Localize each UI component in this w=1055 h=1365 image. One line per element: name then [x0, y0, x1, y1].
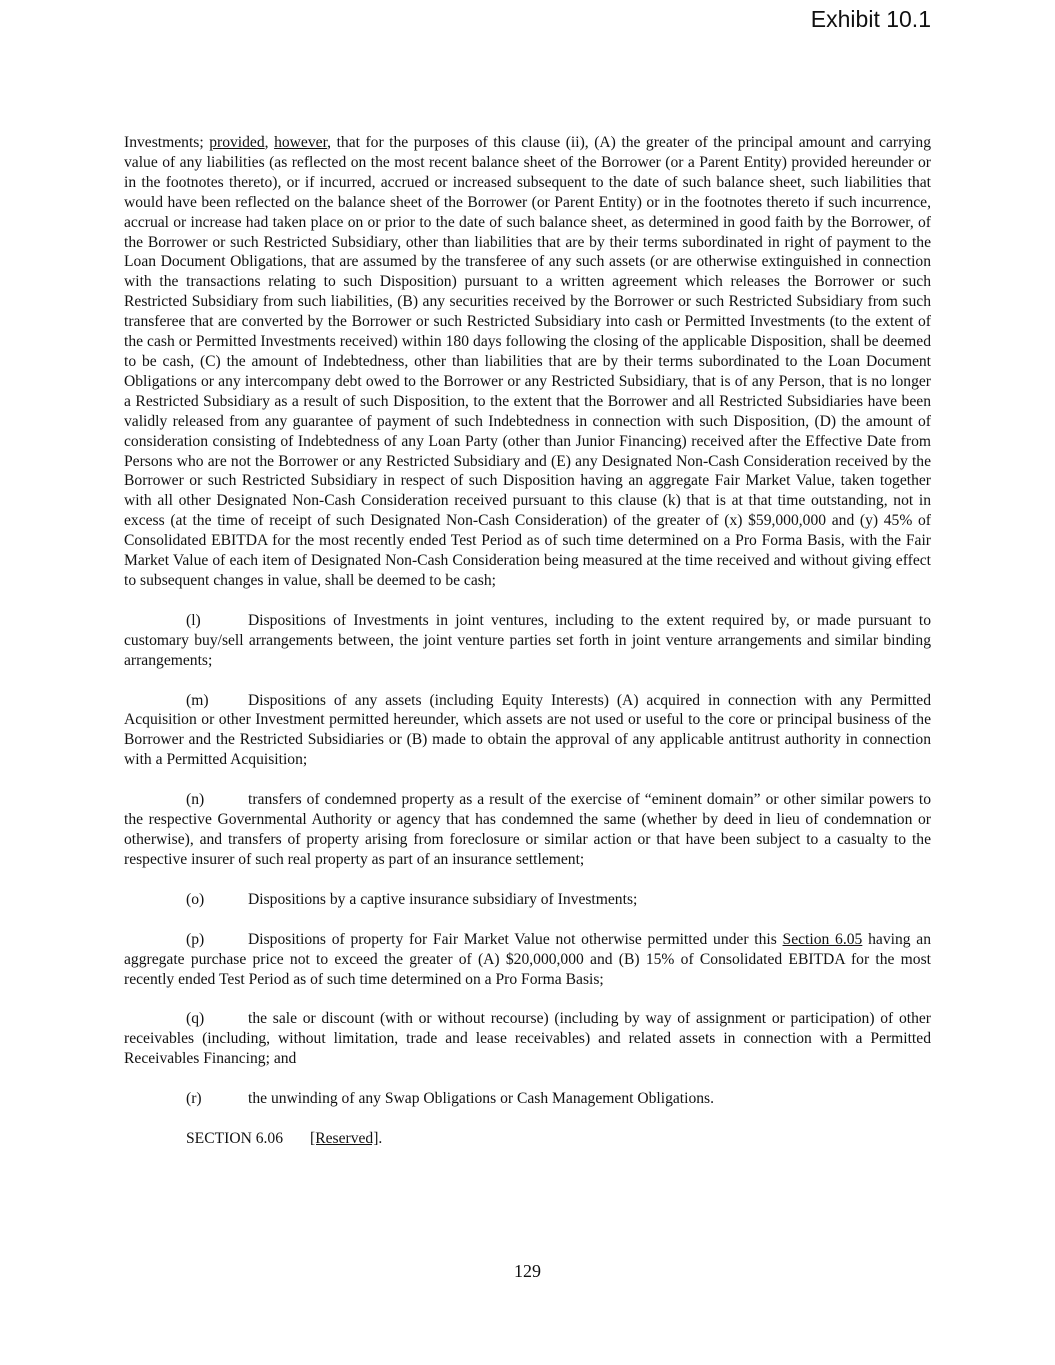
- clause-label: (m): [186, 691, 209, 709]
- opening-paragraph: [124, 133, 931, 591]
- clause-r: [124, 1089, 931, 1109]
- clause-label: (n): [186, 791, 205, 809]
- section-end: .: [378, 1130, 383, 1148]
- section-reference: Section 6.05: [782, 930, 863, 948]
- clause-q: [124, 1009, 931, 1069]
- clause-label: (o): [186, 890, 205, 908]
- clause-label: (p): [186, 930, 205, 948]
- clause-o: [124, 890, 931, 910]
- clause-text: Dispositions of property for Fair Market Value not otherwise permitted under this: [248, 930, 783, 948]
- opening-lead: Investments;: [124, 134, 210, 151]
- provided-term: provided: [209, 134, 265, 151]
- clause-label: (r): [186, 1090, 202, 1108]
- opening-sep: ,: [264, 134, 275, 151]
- clause-text: Dispositions of any assets (including Equity Interests) (A) acquired in connection with any Permitted Acquisition or other Investment permitted hereunder, which assets are not used or useful to the core or principal business of the Borrower and the Restricted Subsidiaries or (B) made to obtain the approval of any applicable antitrust authority in connection with a Permitted Acquisition;: [124, 691, 931, 769]
- clause-text: transfers of condemned property as a result of the exercise of “eminent domain” or other similar powers to the respective Governmental Authority or agency that has condemned the same (whether by deed in lieu of condemnation or otherwise), and transfers of property arising from foreclosure or similar action or that have been subject to a casualty to the respective insurer of such real property as part of an insurance settlement;: [124, 791, 931, 868]
- clause-l: [124, 611, 931, 671]
- exhibit-label: Exhibit 10.1: [810, 6, 931, 32]
- clause-m: [124, 691, 931, 771]
- clause-text: Dispositions of Investments in joint ventures, including to the extent required by, or made pursuant to customary buy/sell arrangements between, the joint venture parties set forth in joint venture arrangements and similar binding arrangements;: [124, 611, 931, 669]
- page-number: 129: [514, 1261, 541, 1281]
- clause-text: the sale or discount (with or without recourse) (including by way of assignment or participation) of other receivables (including, without limitation, trade and lease receivables) and related assets in connection with a Permitted Receivables Financing; and: [124, 1010, 931, 1068]
- section-heading: [124, 1129, 931, 1149]
- clause-n: [124, 790, 931, 870]
- clause-label: (l): [186, 611, 201, 629]
- document-body: [124, 133, 931, 1169]
- clause-label: (q): [186, 1010, 205, 1028]
- clause-text-cont: having an aggregate purchase price not to exceed the greater of (A) $20,000,000 and (B) 15% of Consolidated EBITDA for the most recently ended Test Period as of such time determined on a Pro Forma Basis;: [124, 930, 931, 988]
- clause-p: [124, 930, 931, 990]
- section-title: [Reserved]: [310, 1130, 379, 1148]
- clause-text: the unwinding of any Swap Obligations or Cash Management Obligations.: [248, 1090, 715, 1108]
- opening-text: , that for the purposes of this clause (ii), (A) the greater of the principal amount and carrying value of any liabilities (as reflected on the most recent balance sheet of the Borrower (or a Parent Entity) provided hereunder or in the footnotes thereto), or if incurred, accrued or increased subsequent to the date of such balance sheet, such liabilities that would have been reflected on the balance sheet of the Borrower (or Parent Entity) or in the footnotes thereto if such incurrence, accrual or increase had taken place on or prior to the date of such balance sheet, as determined in good faith by the Borrower, of the Borrower or such Restricted Subsidiary, other than liabilities that are by their terms subordinated in right of payment to the Loan Document Obligations, that are assumed by the transferee of any such assets (or are otherwise extinguished in connection with the transactions relating to such Disposition) pursuant to a written agreement which releases the Borrower or such Restricted Subsidiary from such liabilities, (B) any securities received by the Borrower or such Restricted Subsidiary from such transferee that are converted by the Borrower or such Restricted Subsidiary into cash or Permitted Investments (to the extent of the cash or Permitted Investments received) within 180 days following the closing of the applicable Disposition, shall be deemed to be cash, (C) the amount of Indebtedness, other than liabilities that are by their terms subordinated to the Loan Document Obligations or any intercompany debt owed to the Borrower or any Restricted Subsidiary, that is of any Person, that is no longer a Restricted Subsidiary as a result of such Disposition, to the extent that the Borrower and all Restricted Subsidiaries have been validly released from any guarantee of payment of such Indebtedness in connection with such Disposition, (D) the amount of consideration consisting of Indebtedness of any Loan Party (other than Junior Financing) received after the Effective Date from Persons who are not the Borrower or any Restricted Subsidiary and (E) any Designated Non-Cash Consideration received by the Borrower or such Restricted Subsidiary in respect of such Disposition having an aggregate Fair Market Value, taken together with all other Designated Non-Cash Consideration received pursuant to this clause (k) that is at that time outstanding, not in excess (at the time of receipt of such Designated Non-Cash Consideration) of the greater of (x) $59,000,000 and (y) 45% of Consolidated EBITDA for the most recently ended Test Period as of such time determined on a Pro Forma Basis, with the Fair Market Value of each item of Designated Non-Cash Consideration being measured at the time received and without giving effect to subsequent changes in value, shall be deemed to be cash;: [124, 134, 932, 589]
- section-number: SECTION 6.06: [186, 1130, 284, 1148]
- however-term: however: [274, 134, 328, 151]
- clause-text: Dispositions by a captive insurance subsidiary of Investments;: [248, 890, 638, 908]
